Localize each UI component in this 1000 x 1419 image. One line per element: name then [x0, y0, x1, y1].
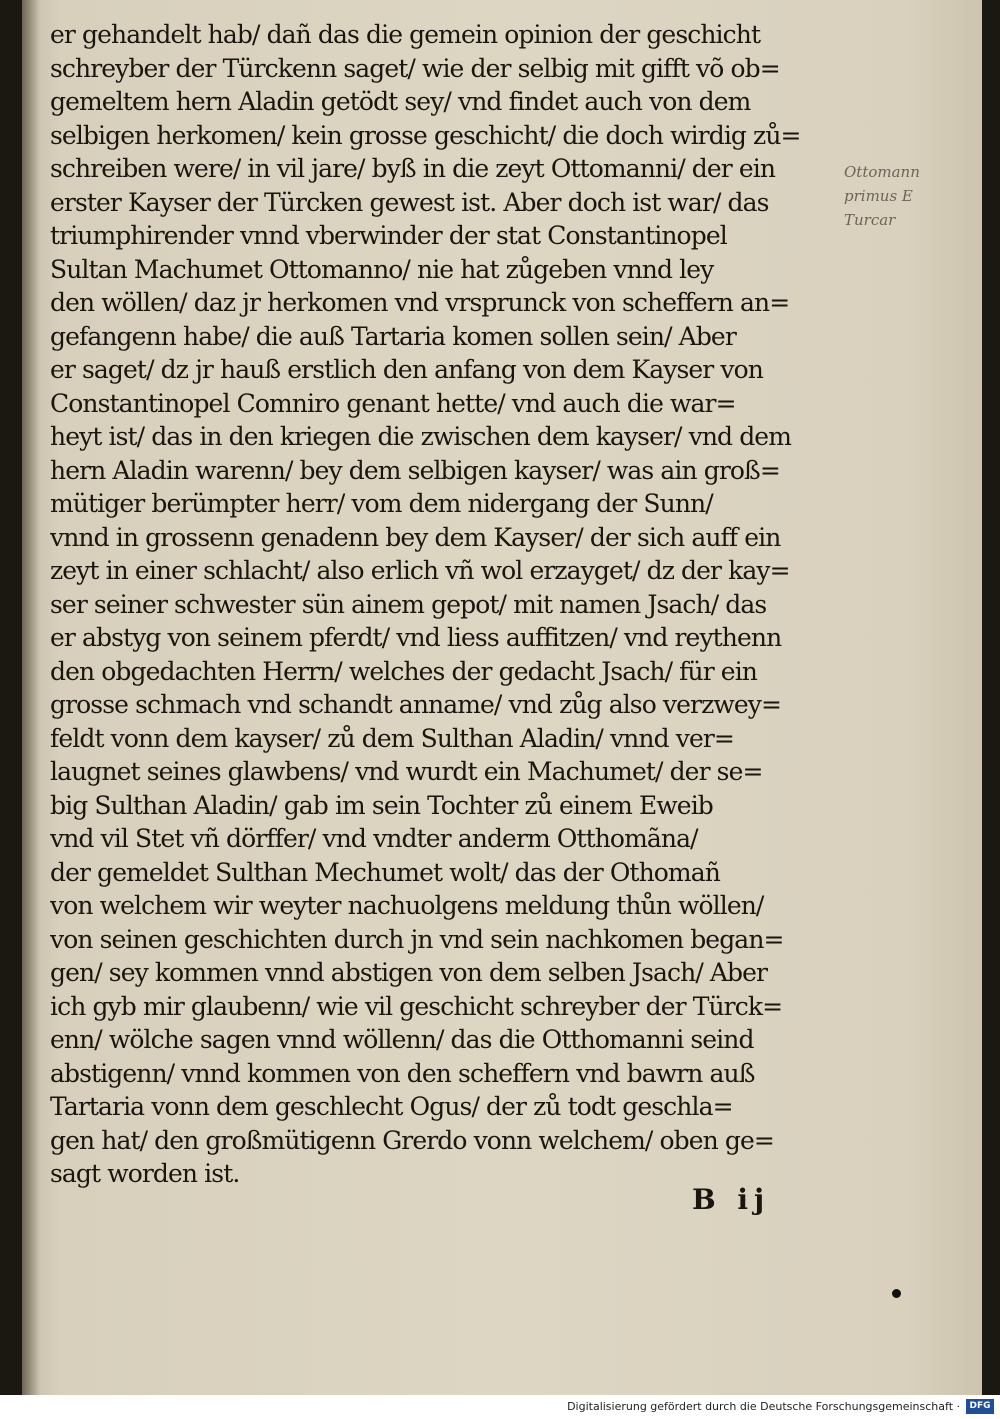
- marginal-note-line: Ottomann: [844, 163, 920, 181]
- text-line: vnnd in grossenn genadenn bey dem Kayser/ der sich auff ein: [50, 522, 781, 552]
- book-page: [22, 0, 982, 1395]
- text-line: abstigenn/ vnnd kommen von den scheffern vnd bawrn auß: [50, 1058, 755, 1088]
- text-line: big Sulthan Aladin/ gab im sein Tochter zů einem Eweib: [50, 790, 713, 820]
- text-line: gemeltem hern Aladin getödt sey/ vnd findet auch von dem: [50, 87, 751, 116]
- text-line: ser seiner schwester sün ainem gepot/ mit namen Jsach/ das: [50, 589, 767, 619]
- text-line: gefangenn habe/ die auß Tartaria komen sollen sein/ Aber: [50, 321, 736, 351]
- text-line: hern Aladin warenn/ bey dem selbigen kayser/ was ain groß=: [50, 455, 780, 485]
- text-line: mütiger berümpter herr/ vom dem nidergang der Sunn/: [50, 489, 713, 518]
- marginal-note: [844, 160, 984, 232]
- text-line: er abstyg von seinem pferdt/ vnd liess auffitzen/ vnd reythenn: [50, 623, 782, 652]
- text-line: grosse schmach vnd schandt anname/ vnd zůg also verzwey=: [50, 690, 782, 719]
- text-line: Constantinopel Comniro genant hette/ vnd auch die war=: [50, 388, 736, 418]
- gutter-shadow: [22, 0, 40, 1395]
- text-line: ich gyb mir glaubenn/ wie vil geschicht schreyber der Türck=: [50, 991, 783, 1021]
- body-text: [50, 18, 850, 1191]
- text-line: zeyt in einer schlacht/ also erlich vñ wol erzayget/ dz der kay=: [50, 556, 790, 585]
- text-line: erster Kayser der Türcken gewest ist. Aber doch ist war/ das: [50, 187, 769, 217]
- text-line: schreyber der Türckenn saget/ wie der selbig mit gifft võ ob=: [50, 53, 780, 83]
- marginal-note-line: Turcar: [844, 211, 896, 229]
- text-line: der gemeldet Sulthan Mechumet wolt/ das der Othomañ: [50, 857, 720, 887]
- text-line: Tartaria vonn dem geschlecht Ogus/ der zů todt geschla=: [50, 1092, 733, 1121]
- footer-credit: Digitalisierung gefördert durch die Deutsche Forschungsgemeinschaft ·: [567, 1400, 960, 1413]
- text-line: den wöllen/ daz jr herkomen vnd vrsprunck von scheffern an=: [50, 288, 790, 317]
- text-line: laugnet seines glawbens/ vnd wurdt ein Machumet/ der se=: [50, 757, 763, 786]
- text-line: vnd vil Stet vñ dörffer/ vnd vndter anderm Otthomãna/: [50, 824, 698, 853]
- marginal-note-line: primus E: [844, 187, 913, 205]
- text-line: sagt worden ist.: [50, 1159, 240, 1188]
- footer-bar: [0, 1395, 1000, 1419]
- text-line: selbigen herkomen/ kein grosse geschicht/ die doch wirdig zů=: [50, 120, 801, 150]
- text-line: heyt ist/ das in den kriegen die zwischen dem kayser/ vnd dem: [50, 422, 791, 451]
- text-line: von welchem wir weyter nachuolgens meldung thůn wöllen/: [50, 891, 764, 920]
- dfg-logo: DFG: [966, 1399, 994, 1414]
- text-line: den obgedachten Herrn/ welches der gedacht Jsach/ für ein: [50, 656, 758, 686]
- text-line: gen/ sey kommen vnnd abstigen von dem selben Jsach/ Aber: [50, 958, 768, 987]
- text-line: er saget/ dz jr hauß erstlich den anfang von dem Kayser von: [50, 355, 763, 384]
- text-line: schreiben were/ in vil jare/ byß in die zeyt Ottomanni/ der ein: [50, 154, 776, 183]
- text-line: Sultan Machumet Ottomanno/ nie hat zůgeben vnnd ley: [50, 254, 714, 284]
- text-line: feldt vonn dem kayser/ zů dem Sulthan Aladin/ vnnd ver=: [50, 723, 734, 753]
- ink-dot: [892, 1289, 901, 1298]
- text-line: von seinen geschichten durch jn vnd sein nachkomen began=: [50, 924, 784, 954]
- text-line: triumphirender vnnd vberwinder der stat Constantinopel: [50, 221, 727, 250]
- signature-mark: B ij: [692, 1183, 771, 1216]
- text-line: er gehandelt hab/ dañ das die gemein opinion der geschicht: [50, 20, 761, 49]
- text-line: gen hat/ den großmütigenn Grerdo vonn welchem/ oben ge=: [50, 1125, 774, 1155]
- text-line: enn/ wölche sagen vnnd wöllenn/ das die Otthomanni seind: [50, 1025, 754, 1054]
